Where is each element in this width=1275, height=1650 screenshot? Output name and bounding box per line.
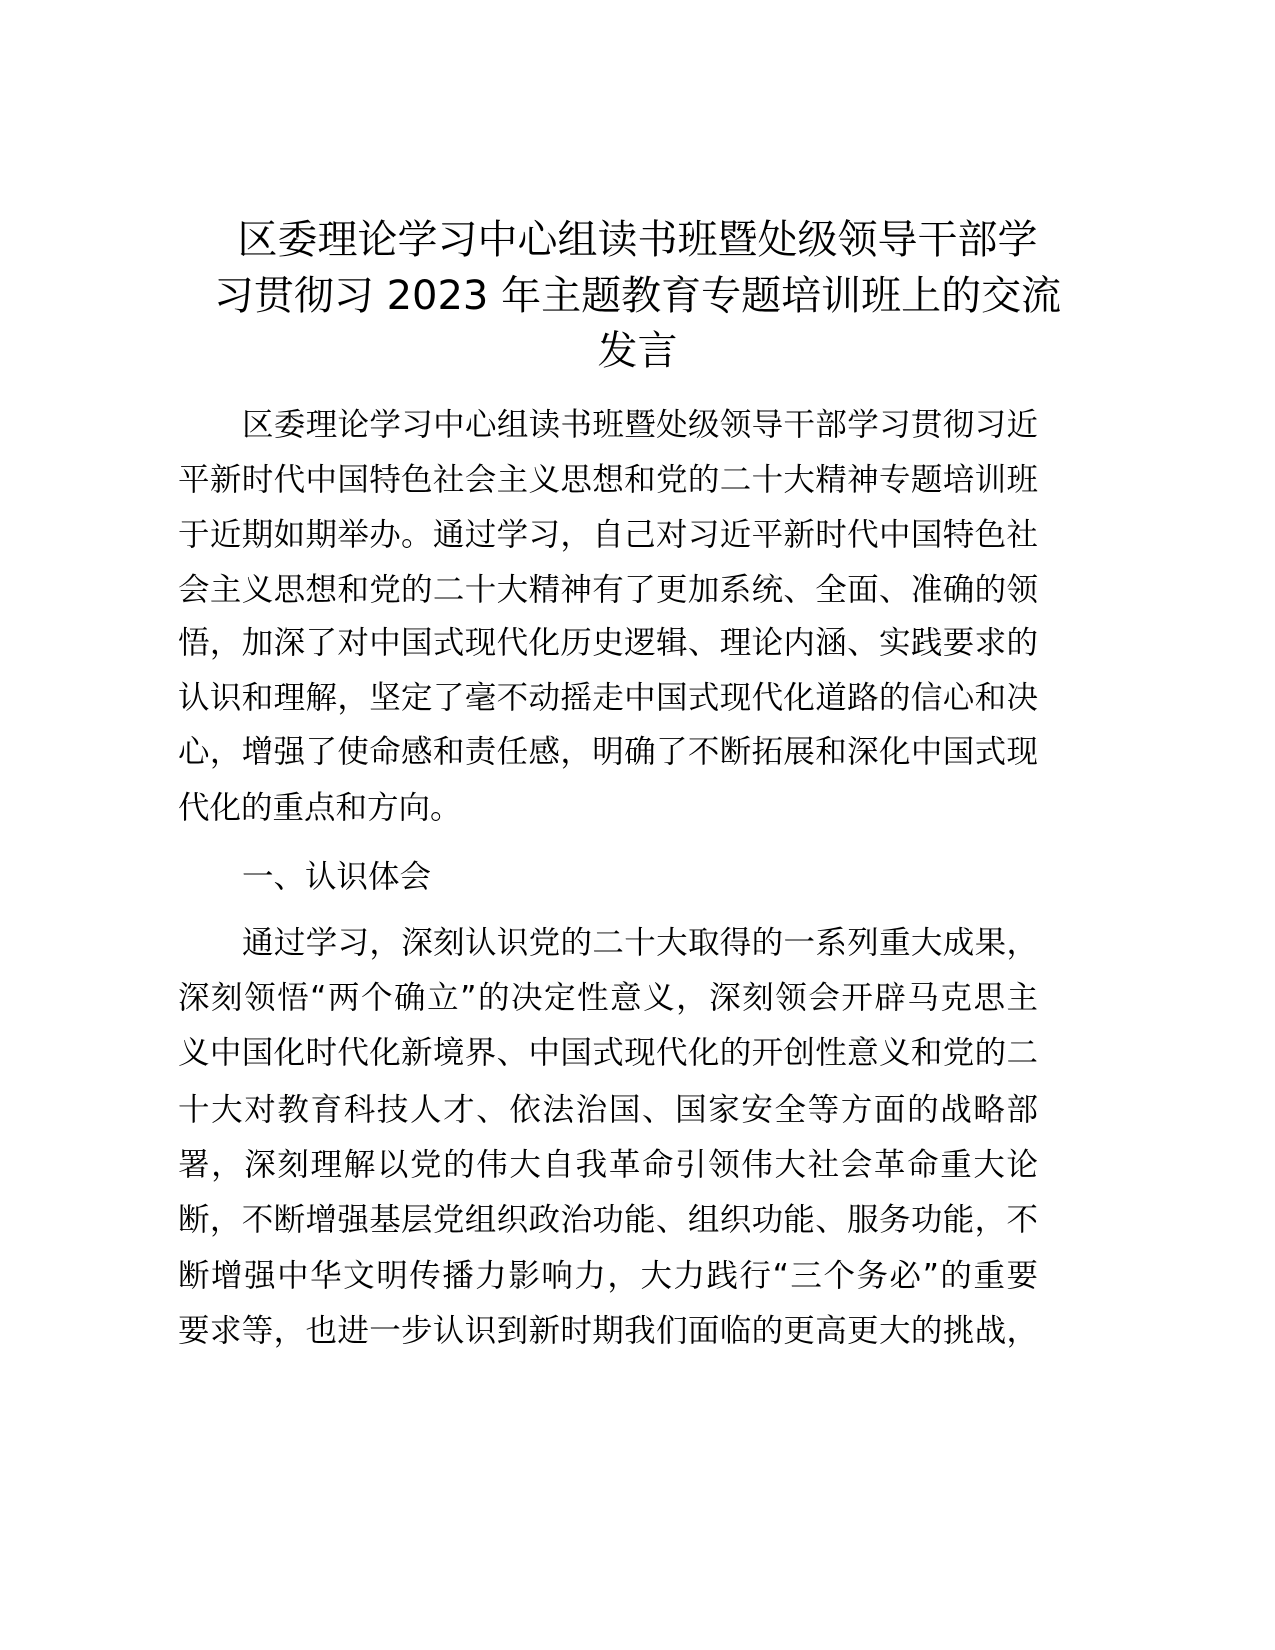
text-line: 认识和理解，坚定了毫不动摇走中国式现代化道路的信心和决	[178, 680, 1038, 716]
text-line: 代化的重点和方向。	[178, 790, 462, 826]
text-line: 断增强中华文明传播力影响力，大力践行“三个务必”的重要	[178, 1258, 1038, 1294]
text-line: 义中国化时代化新境界、中国式现代化的开创性意义和党的二	[178, 1035, 1038, 1071]
text-line: 于近期如期举办。通过学习，自己对习近平新时代中国特色社	[178, 517, 1038, 553]
text-line: 区委理论学习中心组读书班暨处级领导干部学习贯彻习近	[242, 407, 1038, 443]
text-line: 十大对教育科技人才、依法治国、国家安全等方面的战略部	[178, 1092, 1038, 1128]
section-heading: 一、认识体会	[242, 859, 432, 895]
title-line: 习贯彻习 2023 年主题教育专题培训班上的交流	[213, 273, 1062, 319]
text-line: 要求等，也进一步认识到新时期我们面临的更高更大的挑战，	[178, 1313, 1038, 1349]
text-line: 心，增强了使命感和责任感，明确了不断拓展和深化中国式现	[178, 734, 1038, 770]
title-line: 发言	[597, 328, 678, 374]
text-line: 断，不断增强基层党组织政治功能、组织功能、服务功能，不	[178, 1202, 1038, 1238]
text-line: 平新时代中国特色社会主义思想和党的二十大精神专题培训班	[178, 462, 1038, 498]
title-line: 区委理论学习中心组读书班暨处级领导干部学	[237, 217, 1038, 263]
text-line: 会主义思想和党的二十大精神有了更加系统、全面、准确的领	[178, 572, 1038, 608]
text-line: 通过学习，深刻认识党的二十大取得的一系列重大成果，	[242, 925, 1038, 961]
text-line: 署，深刻理解以党的伟大自我革命引领伟大社会革命重大论	[178, 1147, 1038, 1183]
text-line: 深刻领悟“两个确立”的决定性意义，深刻领会开辟马克思主	[178, 980, 1038, 1016]
text-line: 悟，加深了对中国式现代化历史逻辑、理论内涵、实践要求的	[178, 625, 1038, 661]
